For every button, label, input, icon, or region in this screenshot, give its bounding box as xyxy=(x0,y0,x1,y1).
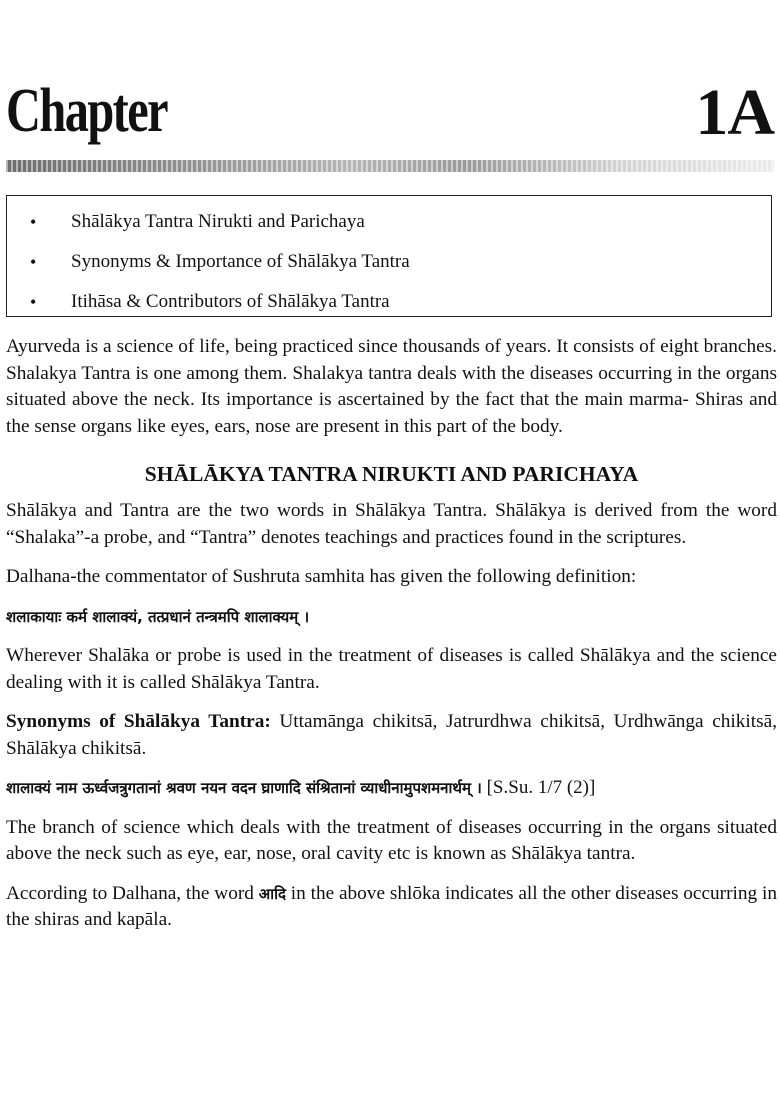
sanskrit-text: शालाक्यं नाम ऊर्ध्वजत्रुगतानां श्रवण नयन वदन घ्राणादि संश्रितानां व्याधीनामुपशमनार्थम् । xyxy=(6,779,482,797)
sanskrit-verse-1 xyxy=(6,604,777,631)
topic-text: Synonyms & Importance of Shālākya Tantra xyxy=(71,251,410,272)
sanskrit-verse-2 xyxy=(6,775,777,802)
topic-item xyxy=(7,282,771,322)
sanskrit-text: शलाकायाः कर्म शालाक्यं, तत्प्रधानं तन्त्रमपि शालाक्यम् । xyxy=(6,607,310,626)
definition-paragraph: Wherever Shalāka or probe is used in the treatment of diseases is called Shālākya and the science dealing with it is called Shālākya Tantra. xyxy=(6,645,777,693)
body-content xyxy=(6,334,777,947)
bullet-icon: • xyxy=(30,212,37,232)
bullet-icon: • xyxy=(30,292,37,312)
topics-box xyxy=(6,195,772,317)
synonyms-label: Synonyms of Shālākya Tantra: xyxy=(6,711,271,732)
topic-text: Itihāsa & Contributors of Shālākya Tantra xyxy=(71,291,390,312)
chapter-label: Chapter xyxy=(6,77,168,145)
synonyms-paragraph xyxy=(6,709,777,762)
topics-list xyxy=(7,196,771,322)
decorative-rule xyxy=(6,160,774,172)
dalhana-paragraph xyxy=(6,881,777,934)
chapter-number: 1A xyxy=(695,76,774,149)
sanskrit-word: आदि xyxy=(258,884,286,903)
synonyms-text: Uttamānga chikitsā, Jatrurdhwa chikitsā, Urdhwānga chikitsā, Shālākya chikitsā. xyxy=(6,711,777,759)
branch-paragraph: The branch of science which deals with the treatment of diseases occurring in the organs situated above the neck such as eye, ear, nose, oral cavity etc is known as Shālākya tantra. xyxy=(6,816,777,864)
dalhana-text-end: in the above shlōka indicates all the other diseases occurring in the shiras and kapāla. xyxy=(6,882,777,930)
section-heading: SHĀLĀKYA TANTRA NIRUKTI AND PARICHAYA xyxy=(144,462,639,486)
verse-reference: [S.Su. 1/7 (2)] xyxy=(481,777,596,798)
topic-item xyxy=(7,202,771,242)
topic-item xyxy=(7,242,771,282)
definition-intro-paragraph: Dalhana-the commentator of Sushruta samhita has given the following definition: xyxy=(6,566,637,587)
bullet-icon: • xyxy=(30,252,37,272)
nirukti-paragraph: Shālākya and Tantra are the two words in Shālākya Tantra. Shālākya is derived from the word “Shalaka”-a probe, and “Tantra” denotes teachings and practices found in the scriptures. xyxy=(6,500,777,548)
intro-paragraph: Ayurveda is a science of life, being practiced since thousands of years. It consists of eight branches. Shalakya Tantra is one among them. Shalakya tantra deals with the diseases occurring in the organs situated above the neck. Its importance is ascertained by the fact that the main marma- Shiras and the sense organs like eyes, ears, nose are present in this part of the body. xyxy=(6,336,777,437)
topic-text: Shālākya Tantra Nirukti and Parichaya xyxy=(71,211,365,232)
dalhana-text-start: According to Dalhana, the word xyxy=(6,882,259,904)
